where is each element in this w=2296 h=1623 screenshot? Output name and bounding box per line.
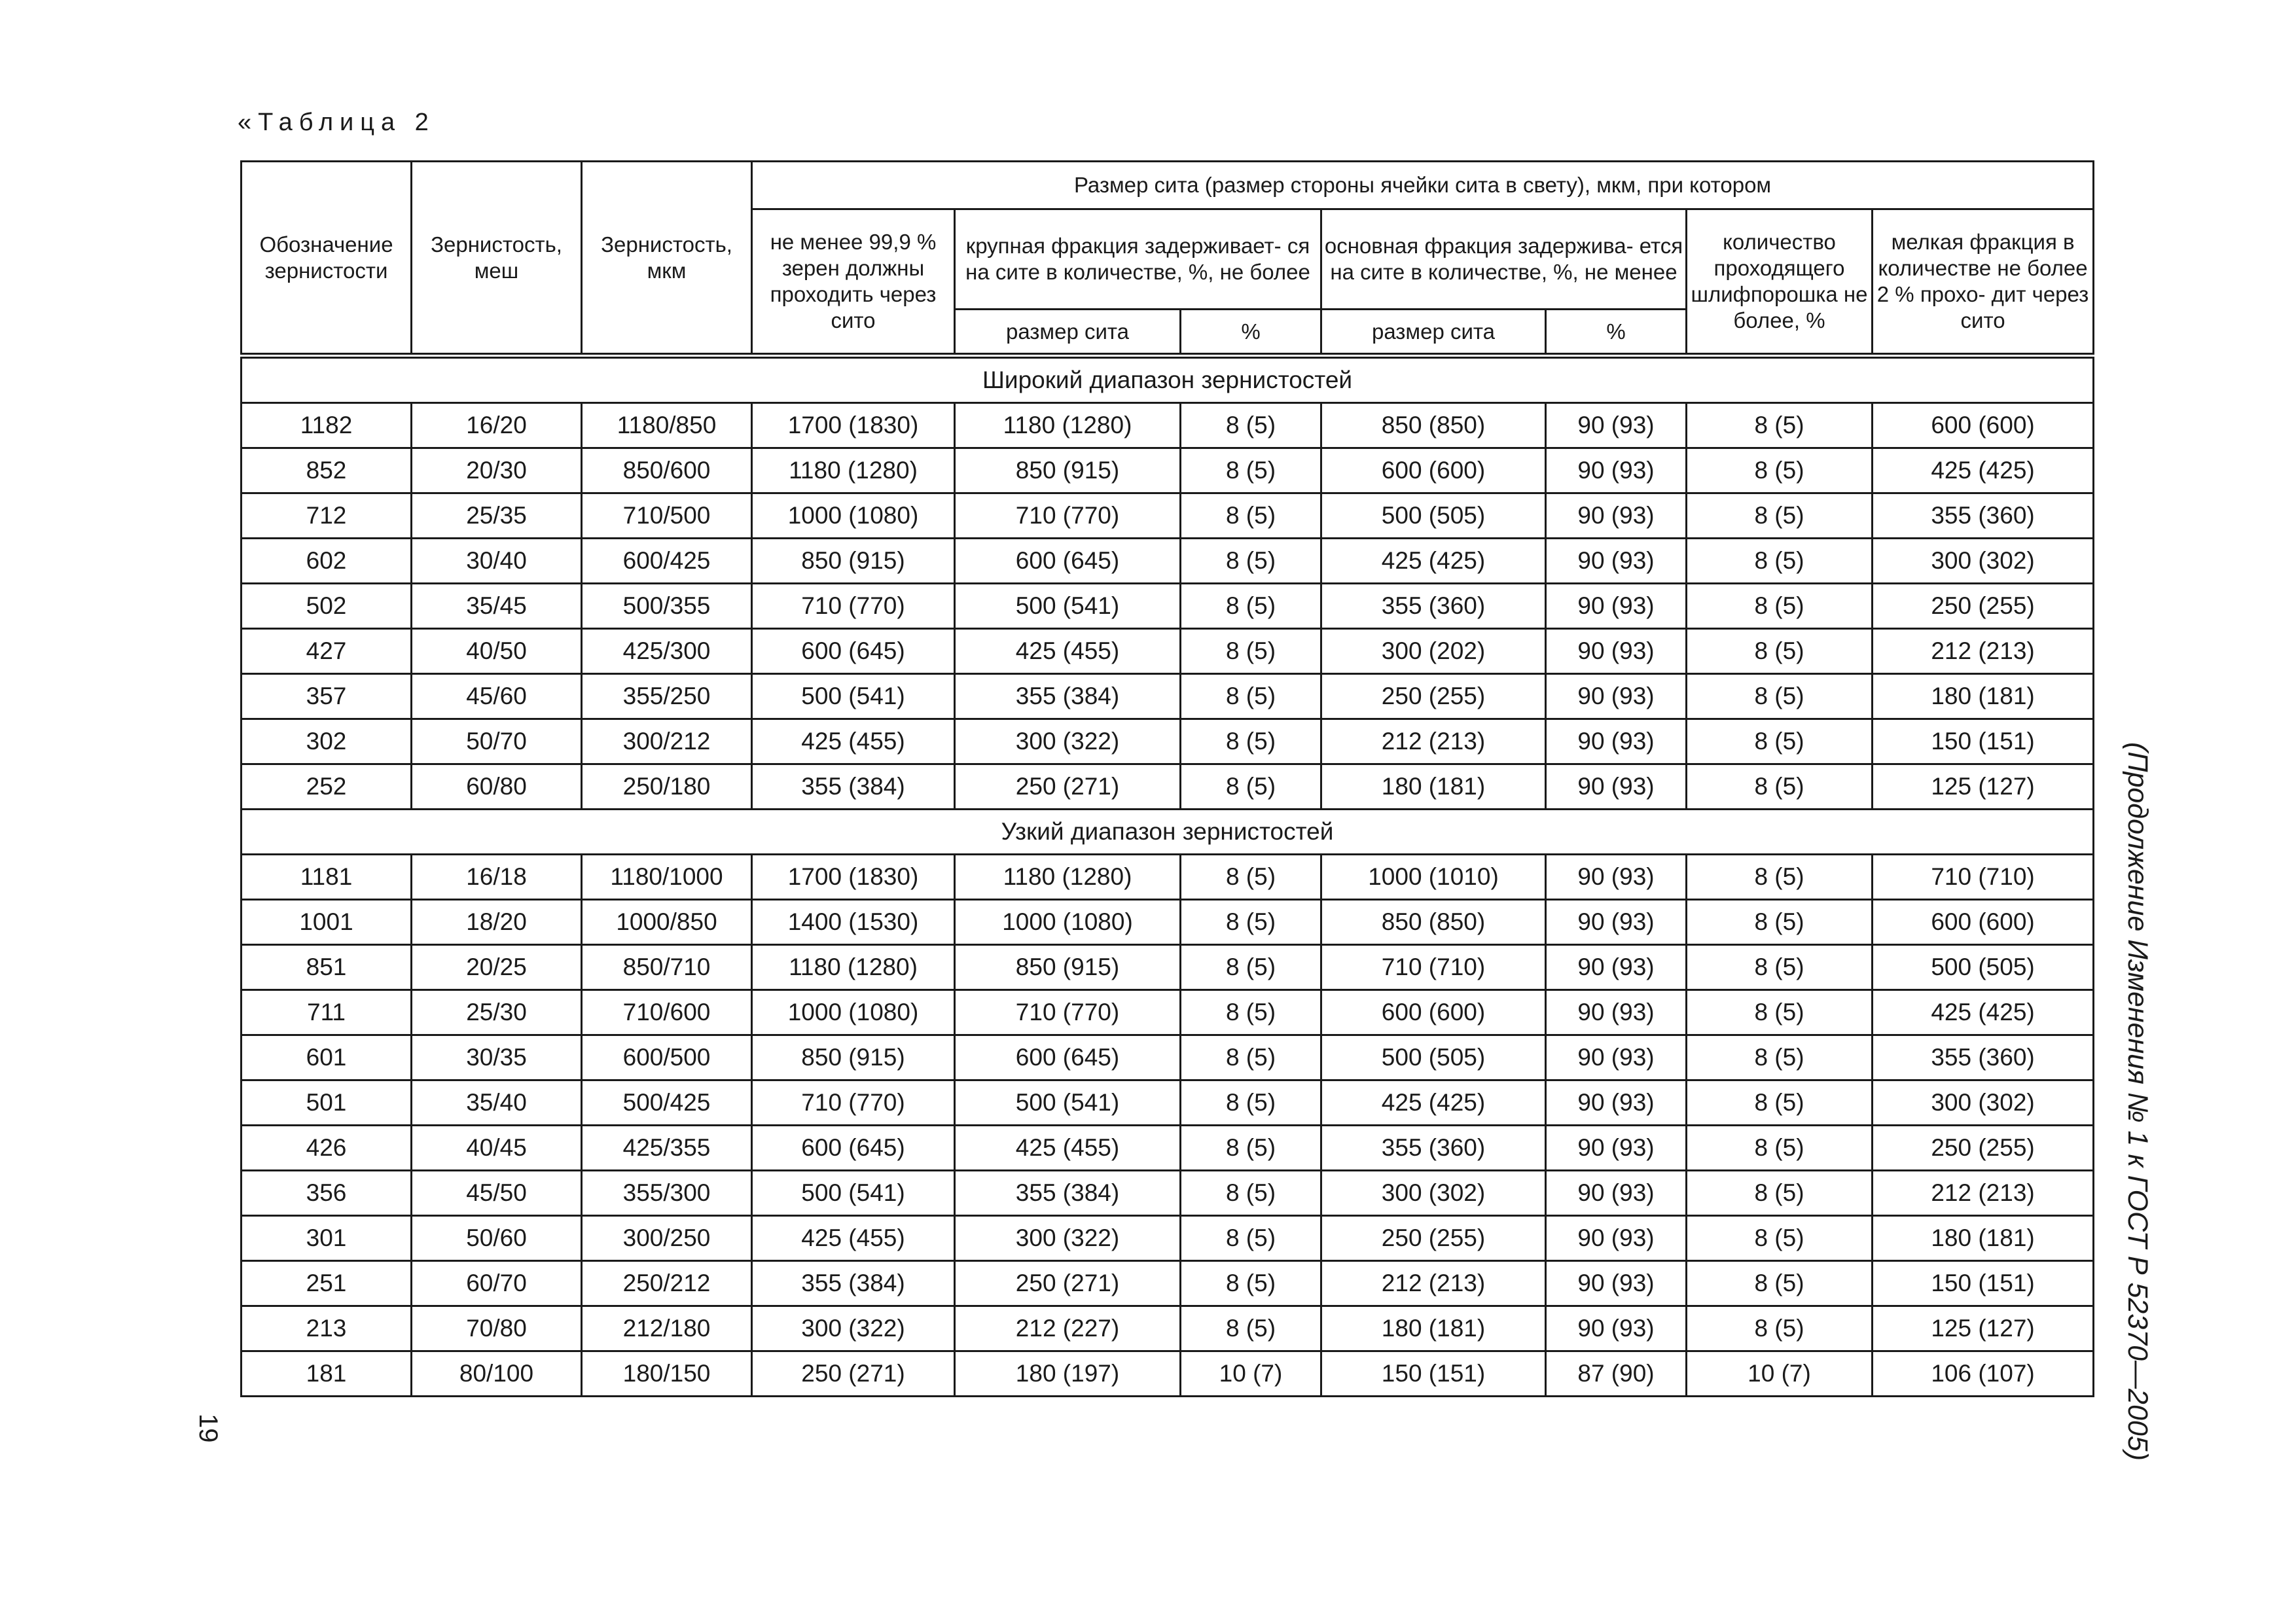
- table-row: [242, 1035, 2094, 1080]
- header-coarse-percent: %: [1181, 310, 1321, 356]
- table-cell: 90 (93): [1546, 990, 1687, 1035]
- table-cell: 20/30: [412, 448, 582, 493]
- table-cell: 212 (213): [1873, 629, 2094, 674]
- table-cell: 425/355: [582, 1126, 752, 1171]
- table-cell: 250 (271): [955, 764, 1181, 810]
- table-cell: 8 (5): [1181, 584, 1321, 629]
- table-cell: 600 (600): [1321, 990, 1546, 1035]
- table-cell: 8 (5): [1687, 1306, 1873, 1351]
- page-number: 19: [194, 1414, 223, 1443]
- table-cell: 1180 (1280): [955, 403, 1181, 448]
- table-cell: 600/425: [582, 539, 752, 584]
- header-coarse-fraction: крупная фракция задерживает- ся на сите в количестве, %, не более: [955, 209, 1321, 310]
- table-cell: 710/500: [582, 493, 752, 539]
- header-sieve-group: Размер сита (размер стороны ячейки сита в свету), мкм, при котором: [752, 162, 2094, 209]
- table-cell: 357: [242, 674, 412, 719]
- table-cell: 8 (5): [1181, 1261, 1321, 1306]
- table-cell: 8 (5): [1181, 539, 1321, 584]
- table-row: [242, 1261, 2094, 1306]
- table-cell: 250 (255): [1321, 1216, 1546, 1261]
- table-cell: 90 (93): [1546, 1080, 1687, 1126]
- table-cell: 712: [242, 493, 412, 539]
- table-cell: 425/300: [582, 629, 752, 674]
- table-cell: 8 (5): [1181, 764, 1321, 810]
- table-row: [242, 1306, 2094, 1351]
- table-cell: 8 (5): [1687, 764, 1873, 810]
- table-cell: 1700 (1830): [752, 403, 955, 448]
- table-cell: 8 (5): [1181, 403, 1321, 448]
- table-cell: 300 (302): [1873, 539, 2094, 584]
- table-cell: 250 (271): [955, 1261, 1181, 1306]
- table-row: [242, 1351, 2094, 1397]
- table-caption: «Таблица 2: [238, 109, 435, 136]
- table-cell: 425 (425): [1873, 990, 2094, 1035]
- table-cell: 1000 (1010): [1321, 855, 1546, 900]
- table-cell: 90 (93): [1546, 719, 1687, 764]
- table-cell: 8 (5): [1181, 855, 1321, 900]
- table-cell: 213: [242, 1306, 412, 1351]
- table-cell: 850 (850): [1321, 403, 1546, 448]
- header-mesh: Зернистость, меш: [412, 162, 582, 356]
- table-cell: 8 (5): [1181, 945, 1321, 990]
- table-cell: 8 (5): [1687, 719, 1873, 764]
- table-cell: 425 (455): [752, 1216, 955, 1261]
- table-row: [242, 1080, 2094, 1126]
- table-cell: 355 (360): [1873, 1035, 2094, 1080]
- table-cell: 8 (5): [1181, 448, 1321, 493]
- table-cell: 300/212: [582, 719, 752, 764]
- table-cell: 90 (93): [1546, 855, 1687, 900]
- table-row: [242, 403, 2094, 448]
- table-cell: 8 (5): [1181, 1126, 1321, 1171]
- table-cell: 500 (505): [1873, 945, 2094, 990]
- table-row: [242, 900, 2094, 945]
- header-designation: Обозначение зернистости: [242, 162, 412, 356]
- table-cell: 500 (541): [955, 584, 1181, 629]
- table-cell: 8 (5): [1687, 448, 1873, 493]
- table-cell: 426: [242, 1126, 412, 1171]
- table-cell: 8 (5): [1687, 584, 1873, 629]
- table-cell: 500 (541): [955, 1080, 1181, 1126]
- table-row: [242, 1171, 2094, 1216]
- table-cell: 8 (5): [1687, 1261, 1873, 1306]
- table-cell: 125 (127): [1873, 764, 2094, 810]
- table-cell: 355 (384): [752, 1261, 955, 1306]
- table-cell: 8 (5): [1181, 674, 1321, 719]
- table-cell: 250 (255): [1873, 1126, 2094, 1171]
- table-cell: 500/425: [582, 1080, 752, 1126]
- table-cell: 90 (93): [1546, 584, 1687, 629]
- table-cell: 600 (645): [752, 1126, 955, 1171]
- table-cell: 251: [242, 1261, 412, 1306]
- table-cell: 600 (645): [752, 629, 955, 674]
- table-cell: 1700 (1830): [752, 855, 955, 900]
- table-cell: 125 (127): [1873, 1306, 2094, 1351]
- table-cell: 212/180: [582, 1306, 752, 1351]
- table-cell: 10 (7): [1687, 1351, 1873, 1397]
- table-row: [242, 945, 2094, 990]
- table-cell: 90 (93): [1546, 674, 1687, 719]
- table-cell: 850 (915): [955, 945, 1181, 990]
- table-cell: 180 (181): [1321, 764, 1546, 810]
- table-cell: 180/150: [582, 1351, 752, 1397]
- table-cell: 8 (5): [1687, 493, 1873, 539]
- table-row: [242, 539, 2094, 584]
- table-cell: 70/80: [412, 1306, 582, 1351]
- table-cell: 355 (360): [1321, 1126, 1546, 1171]
- table-cell: 250 (271): [752, 1351, 955, 1397]
- table-row: [242, 629, 2094, 674]
- table-cell: 10 (7): [1181, 1351, 1321, 1397]
- table-cell: 851: [242, 945, 412, 990]
- section-title: Узкий диапазон зернистостей: [242, 810, 2094, 855]
- table-cell: 250 (255): [1873, 584, 2094, 629]
- table-cell: 50/60: [412, 1216, 582, 1261]
- table-cell: 1180 (1280): [752, 945, 955, 990]
- table-cell: 355 (384): [752, 764, 955, 810]
- table-cell: 710/600: [582, 990, 752, 1035]
- table-cell: 8 (5): [1181, 1306, 1321, 1351]
- table-cell: 212 (213): [1873, 1171, 2094, 1216]
- table-cell: 50/70: [412, 719, 582, 764]
- table-cell: 8 (5): [1181, 719, 1321, 764]
- table-cell: 600 (645): [955, 539, 1181, 584]
- table-row: [242, 674, 2094, 719]
- table-cell: 90 (93): [1546, 1126, 1687, 1171]
- table-cell: 300 (202): [1321, 629, 1546, 674]
- table-cell: 8 (5): [1687, 403, 1873, 448]
- table-cell: 8 (5): [1181, 1216, 1321, 1261]
- table-cell: 8 (5): [1687, 945, 1873, 990]
- table-header: [242, 162, 2094, 356]
- table-cell: 90 (93): [1546, 1306, 1687, 1351]
- table-cell: 212 (213): [1321, 1261, 1546, 1306]
- table-cell: 850 (915): [752, 1035, 955, 1080]
- table-cell: 8 (5): [1687, 1171, 1873, 1216]
- table-cell: 710 (770): [752, 1080, 955, 1126]
- table-row: [242, 719, 2094, 764]
- table-cell: 1180/1000: [582, 855, 752, 900]
- header-main-fraction: основная фракция задержива- ется на сите в количестве, %, не менее: [1321, 209, 1687, 310]
- table-cell: 425 (425): [1321, 1080, 1546, 1126]
- table-cell: 850 (850): [1321, 900, 1546, 945]
- section-row: [242, 356, 2094, 403]
- table-cell: 1181: [242, 855, 412, 900]
- section-title: Широкий диапазон зернистостей: [242, 356, 2094, 403]
- table-cell: 80/100: [412, 1351, 582, 1397]
- table-cell: 355/250: [582, 674, 752, 719]
- table-cell: 850/710: [582, 945, 752, 990]
- table-cell: 40/50: [412, 629, 582, 674]
- table-row: [242, 855, 2094, 900]
- table-cell: 90 (93): [1546, 764, 1687, 810]
- table-cell: 90 (93): [1546, 493, 1687, 539]
- table-cell: 90 (93): [1546, 945, 1687, 990]
- table-cell: 300 (302): [1873, 1080, 2094, 1126]
- table-cell: 8 (5): [1687, 1126, 1873, 1171]
- table-cell: 500 (505): [1321, 493, 1546, 539]
- header-coarse-sieve-size: размер сита: [955, 310, 1181, 356]
- table-row: [242, 493, 2094, 539]
- table-cell: 212 (213): [1321, 719, 1546, 764]
- table-cell: 180 (181): [1873, 674, 2094, 719]
- table-cell: 601: [242, 1035, 412, 1080]
- table-cell: 502: [242, 584, 412, 629]
- table-cell: 180 (181): [1321, 1306, 1546, 1351]
- table-cell: 850 (915): [752, 539, 955, 584]
- table-row: [242, 1126, 2094, 1171]
- table-cell: 300 (322): [752, 1306, 955, 1351]
- table-cell: 710 (710): [1321, 945, 1546, 990]
- table-cell: 35/45: [412, 584, 582, 629]
- table-cell: 8 (5): [1687, 1035, 1873, 1080]
- table-cell: 355 (384): [955, 1171, 1181, 1216]
- table-cell: 30/40: [412, 539, 582, 584]
- table-cell: 500 (541): [752, 1171, 955, 1216]
- table-cell: 87 (90): [1546, 1351, 1687, 1397]
- table-cell: 1000/850: [582, 900, 752, 945]
- table-cell: 300 (322): [955, 1216, 1181, 1261]
- table-cell: 212 (227): [955, 1306, 1181, 1351]
- table-cell: 90 (93): [1546, 629, 1687, 674]
- table-cell: 60/80: [412, 764, 582, 810]
- header-999-pass: не менее 99,9 % зерен должны проходить через сито: [752, 209, 955, 356]
- table-cell: 355 (360): [1873, 493, 2094, 539]
- table-cell: 252: [242, 764, 412, 810]
- table-cell: 356: [242, 1171, 412, 1216]
- table-cell: 25/30: [412, 990, 582, 1035]
- table-cell: 90 (93): [1546, 1171, 1687, 1216]
- table-cell: 8 (5): [1687, 539, 1873, 584]
- table-cell: 852: [242, 448, 412, 493]
- table-cell: 8 (5): [1181, 1080, 1321, 1126]
- header-mkm: Зернистость, мкм: [582, 162, 752, 356]
- table-cell: 40/45: [412, 1126, 582, 1171]
- table-cell: 30/35: [412, 1035, 582, 1080]
- table-cell: 250/212: [582, 1261, 752, 1306]
- table-cell: 250 (255): [1321, 674, 1546, 719]
- table-cell: 90 (93): [1546, 1261, 1687, 1306]
- table-cell: 300 (322): [955, 719, 1181, 764]
- table-cell: 710 (710): [1873, 855, 2094, 900]
- table-cell: 600/500: [582, 1035, 752, 1080]
- table-cell: 500/355: [582, 584, 752, 629]
- table-cell: 90 (93): [1546, 1216, 1687, 1261]
- table-cell: 600 (645): [955, 1035, 1181, 1080]
- table-cell: 8 (5): [1687, 900, 1873, 945]
- table-body: [242, 356, 2094, 1397]
- table-cell: 150 (151): [1873, 1261, 2094, 1306]
- table-cell: 106 (107): [1873, 1351, 2094, 1397]
- table-cell: 8 (5): [1687, 674, 1873, 719]
- table-cell: 425 (455): [955, 1126, 1181, 1171]
- table-cell: 8 (5): [1687, 855, 1873, 900]
- table-cell: 425 (455): [752, 719, 955, 764]
- section-row: [242, 810, 2094, 855]
- table-cell: 711: [242, 990, 412, 1035]
- table-cell: 710 (770): [955, 990, 1181, 1035]
- table-cell: 1180 (1280): [752, 448, 955, 493]
- table-cell: 1000 (1080): [955, 900, 1181, 945]
- table-cell: 8 (5): [1181, 900, 1321, 945]
- table-cell: 250/180: [582, 764, 752, 810]
- header-main-sieve-size: размер сита: [1321, 310, 1546, 356]
- table-cell: 301: [242, 1216, 412, 1261]
- table-cell: 8 (5): [1181, 493, 1321, 539]
- table-cell: 710 (770): [752, 584, 955, 629]
- header-main-percent: %: [1546, 310, 1687, 356]
- header-fine-fraction: мелкая фракция в количестве не более 2 % прохо- дит через сито: [1873, 209, 2094, 356]
- table-cell: 302: [242, 719, 412, 764]
- table-cell: 427: [242, 629, 412, 674]
- table-cell: 25/35: [412, 493, 582, 539]
- table-cell: 8 (5): [1687, 629, 1873, 674]
- table-cell: 35/40: [412, 1080, 582, 1126]
- table-cell: 600 (600): [1873, 403, 2094, 448]
- table-row: [242, 584, 2094, 629]
- table-cell: 1400 (1530): [752, 900, 955, 945]
- table-cell: 425 (425): [1321, 539, 1546, 584]
- table-row: [242, 764, 2094, 810]
- table-cell: 8 (5): [1181, 629, 1321, 674]
- table-cell: 1180 (1280): [955, 855, 1181, 900]
- table-cell: 150 (151): [1321, 1351, 1546, 1397]
- table-cell: 355 (360): [1321, 584, 1546, 629]
- table-cell: 710 (770): [955, 493, 1181, 539]
- table-cell: 16/20: [412, 403, 582, 448]
- table-cell: 850 (915): [955, 448, 1181, 493]
- table-cell: 1182: [242, 403, 412, 448]
- table-cell: 501: [242, 1080, 412, 1126]
- table-cell: 425 (455): [955, 629, 1181, 674]
- table-cell: 45/60: [412, 674, 582, 719]
- table-cell: 850/600: [582, 448, 752, 493]
- table-cell: 500 (505): [1321, 1035, 1546, 1080]
- table-cell: 8 (5): [1687, 990, 1873, 1035]
- table-cell: 8 (5): [1181, 1035, 1321, 1080]
- table-cell: 600 (600): [1321, 448, 1546, 493]
- table-row: [242, 448, 2094, 493]
- table-cell: 60/70: [412, 1261, 582, 1306]
- table-cell: 150 (151): [1873, 719, 2094, 764]
- table-cell: 90 (93): [1546, 539, 1687, 584]
- table-cell: 600 (600): [1873, 900, 2094, 945]
- table-cell: 1000 (1080): [752, 493, 955, 539]
- table-cell: 16/18: [412, 855, 582, 900]
- table-cell: 8 (5): [1687, 1216, 1873, 1261]
- table-cell: 181: [242, 1351, 412, 1397]
- table-cell: 1001: [242, 900, 412, 945]
- table-cell: 355 (384): [955, 674, 1181, 719]
- table-row: [242, 990, 2094, 1035]
- table-cell: 300 (302): [1321, 1171, 1546, 1216]
- table-cell: 8 (5): [1181, 1171, 1321, 1216]
- table-cell: 1180/850: [582, 403, 752, 448]
- table-cell: 180 (197): [955, 1351, 1181, 1397]
- table-cell: 90 (93): [1546, 403, 1687, 448]
- table-cell: 425 (425): [1873, 448, 2094, 493]
- grit-table: [240, 160, 2094, 1397]
- table-cell: 1000 (1080): [752, 990, 955, 1035]
- table-cell: 300/250: [582, 1216, 752, 1261]
- table-cell: 45/50: [412, 1171, 582, 1216]
- table-cell: 500 (541): [752, 674, 955, 719]
- table-cell: 20/25: [412, 945, 582, 990]
- table-cell: 18/20: [412, 900, 582, 945]
- document-side-title: (Продолжение Изменения № 1 к ГОСТ Р 52370—2005): [2122, 742, 2153, 1461]
- table-cell: 90 (93): [1546, 448, 1687, 493]
- table-cell: 602: [242, 539, 412, 584]
- table-cell: 90 (93): [1546, 1035, 1687, 1080]
- header-passing-powder: количество проходящего шлифпорошка не более, %: [1687, 209, 1873, 356]
- table-cell: 90 (93): [1546, 900, 1687, 945]
- table-row: [242, 1216, 2094, 1261]
- table-cell: 180 (181): [1873, 1216, 2094, 1261]
- table-cell: 355/300: [582, 1171, 752, 1216]
- table-cell: 8 (5): [1687, 1080, 1873, 1126]
- table-cell: 8 (5): [1181, 990, 1321, 1035]
